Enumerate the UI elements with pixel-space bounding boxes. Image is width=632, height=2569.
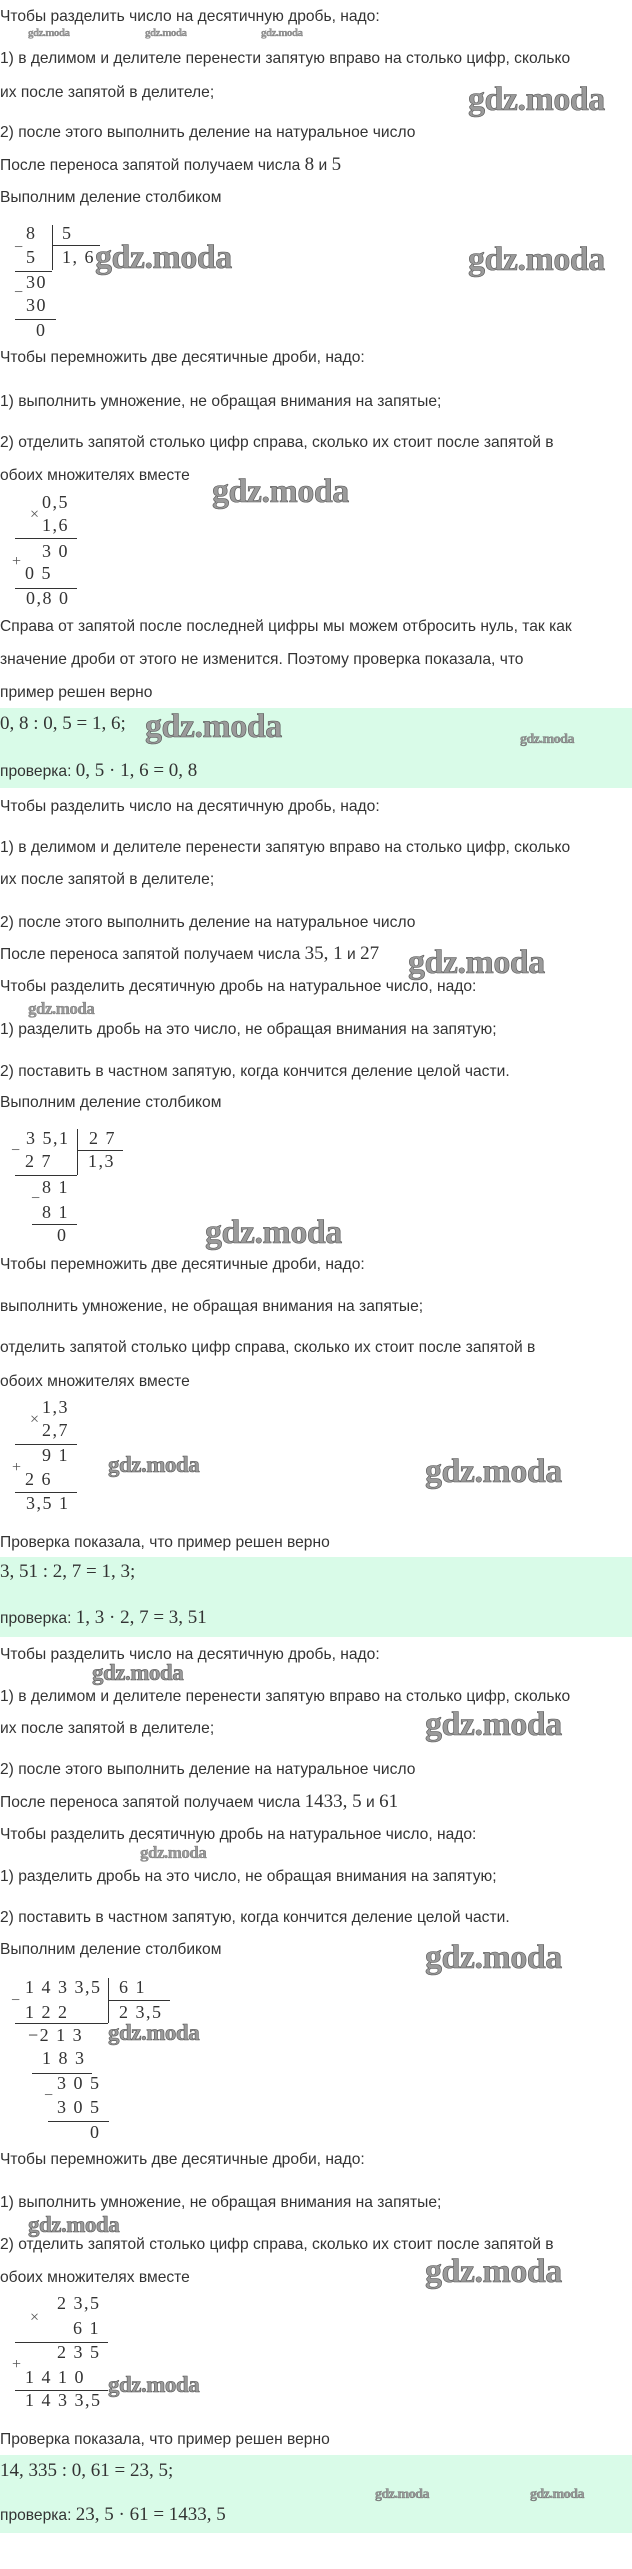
partial-product: 2 3 5 xyxy=(57,2342,101,2362)
watermark: gdz.moda xyxy=(28,27,70,39)
rule-step: 2) отделить запятой столько цифр справа, сколько их стоит после запятой в xyxy=(0,434,554,451)
minus-sign: − xyxy=(44,2087,54,2104)
watermark: gdz.moda xyxy=(530,2487,584,2502)
rule-step: их после запятой в делителе; xyxy=(0,1720,215,1737)
multiplication-line xyxy=(15,538,77,539)
equation: 23, 5 · 61 = 1433, 5 xyxy=(75,2504,226,2525)
number: 1433, 5 xyxy=(304,1791,362,1812)
partial-product: 0 5 xyxy=(25,563,52,583)
equation: 3, 51 : 2, 7 = 1, 3; xyxy=(0,1561,136,1582)
rule-title: Чтобы разделить число на десятичную дробь, надо: xyxy=(0,8,380,25)
minus-sign: − xyxy=(31,1190,41,1207)
times-sign: × xyxy=(30,2309,40,2326)
remainder: 3 0 5 xyxy=(57,2073,101,2093)
watermark: gdz.moda xyxy=(520,732,574,747)
rule-step: 2) поставить в частном запятую, когда кончится деление целой части. xyxy=(0,1063,510,1080)
number: 35, 1 xyxy=(304,943,343,964)
shift-result xyxy=(0,155,341,176)
rule-step: 1) в делимом и делителе перенести запятую вправо на столько цифр, сколько xyxy=(0,50,571,67)
answer xyxy=(0,714,126,735)
watermark: gdz.moda xyxy=(408,944,545,981)
shift-result xyxy=(0,1792,398,1813)
times-sign: × xyxy=(30,506,40,523)
check xyxy=(0,2505,226,2526)
minus-sign: − xyxy=(14,239,24,256)
note: значение дроби от этого не изменится. Поэтому проверка показала, что xyxy=(0,651,524,668)
watermark: gdz.moda xyxy=(468,81,605,118)
rule-step: 1) в делимом и делителе перенести запятую вправо на столько цифр, сколько xyxy=(0,1688,571,1705)
column-division-label: Выполним деление столбиком xyxy=(0,189,222,206)
subtrahend: 8 1 xyxy=(42,1202,69,1222)
label: проверка: xyxy=(0,1610,72,1627)
remainder: 0 xyxy=(90,2122,101,2142)
dividend: 8 xyxy=(26,223,37,243)
watermark: gdz.moda xyxy=(425,2253,562,2290)
label: и xyxy=(366,1794,375,1811)
answer xyxy=(0,1562,135,1583)
rule-step: отделить запятой столько цифр справа, сколько их стоит после запятой в xyxy=(0,1339,536,1356)
dividend: 1 4 3 3,5 xyxy=(25,1977,102,1997)
column-division-label: Выполним деление столбиком xyxy=(0,1094,222,1111)
check xyxy=(0,1608,207,1629)
times-sign: × xyxy=(30,1411,40,1428)
label: и xyxy=(347,946,356,963)
quotient: 1, 6 xyxy=(62,247,95,267)
division-line xyxy=(32,1224,77,1225)
rule-step: 1) разделить дробь на это число, не обращая внимания на запятую; xyxy=(0,1021,497,1038)
remainder: 0 xyxy=(36,320,47,340)
plus-sign: + xyxy=(12,2356,22,2373)
division-line xyxy=(15,2023,108,2024)
rule-step: 1) выполнить умножение, не обращая внимания на запятые; xyxy=(0,393,442,410)
watermark: gdz.moda xyxy=(108,1452,200,1477)
factor: 2,7 xyxy=(42,1420,69,1440)
rule-step: 1) в делимом и делителе перенести запятую вправо на столько цифр, сколько xyxy=(0,839,571,856)
number: 8 xyxy=(304,154,315,175)
divisor: 6 1 xyxy=(119,1977,146,1997)
partial-product: 2 6 xyxy=(25,1469,52,1489)
rule-step: 2) поставить в частном запятую, когда кончится деление целой части. xyxy=(0,1909,510,1926)
rule-title: Чтобы разделить десятичную дробь на натуральное число, надо: xyxy=(0,1826,477,1843)
remainder: 30 xyxy=(26,272,47,292)
division-bar xyxy=(52,225,53,270)
factor: 0,5 xyxy=(42,492,69,512)
rule-step: выполнить умножение, не обращая внимания на запятые; xyxy=(0,1298,424,1315)
rule-title: Чтобы разделить десятичную дробь на натуральное число, надо: xyxy=(0,978,477,995)
rule-title: Чтобы разделить число на десятичную дробь, надо: xyxy=(0,1646,380,1663)
label: проверка: xyxy=(0,2507,72,2524)
quotient: 1,3 xyxy=(88,1151,115,1171)
watermark: gdz.moda xyxy=(92,1660,184,1685)
note: Справа от запятой после последней цифры мы можем отбросить нуль, так как xyxy=(0,618,572,635)
watermark: gdz.moda xyxy=(425,1453,562,1490)
divisor: 5 xyxy=(62,223,73,243)
product: 3,5 1 xyxy=(26,1493,70,1513)
shift-result xyxy=(0,944,379,965)
product: 1 4 3 3,5 xyxy=(25,2390,102,2410)
division-line xyxy=(15,1175,77,1176)
watermark: gdz.moda xyxy=(28,999,95,1018)
division-line xyxy=(108,2000,170,2001)
watermark: gdz.moda xyxy=(425,1706,562,1743)
minus-sign: − xyxy=(14,284,24,301)
watermark: gdz.moda xyxy=(140,1843,207,1862)
subtrahend: 5 xyxy=(26,247,37,267)
column-division-label: Выполним деление столбиком xyxy=(0,1941,222,1958)
watermark: gdz.moda xyxy=(108,2020,200,2045)
watermark: gdz.moda xyxy=(205,1214,342,1251)
label: После переноса запятой получаем числа xyxy=(0,946,301,963)
remainder: −2 1 3 xyxy=(28,2025,84,2045)
rule-step: обоих множителях вместе xyxy=(0,2269,190,2286)
subtrahend: 1 2 2 xyxy=(25,2002,69,2022)
label: После переноса запятой получаем числа xyxy=(0,1794,301,1811)
plus-sign: + xyxy=(12,1459,22,1476)
quotient: 2 3,5 xyxy=(119,2002,163,2022)
factor: 2 3,5 xyxy=(57,2293,101,2313)
watermark: gdz.moda xyxy=(212,473,349,510)
factor: 1,6 xyxy=(42,515,69,535)
number: 5 xyxy=(331,154,342,175)
rule-title: Чтобы разделить число на десятичную дробь, надо: xyxy=(0,798,380,815)
watermark: gdz.moda xyxy=(468,241,605,278)
rule-step: обоих множителях вместе xyxy=(0,467,190,484)
rule-step: их после запятой в делителе; xyxy=(0,84,215,101)
plus-sign: + xyxy=(12,553,22,570)
answer xyxy=(0,2461,173,2482)
minus-sign: − xyxy=(11,1992,21,2009)
number: 27 xyxy=(360,943,380,964)
equation: 0, 5 · 1, 6 = 0, 8 xyxy=(75,760,198,781)
note: пример решен верно xyxy=(0,684,153,701)
equation: 0, 8 : 0, 5 = 1, 6; xyxy=(0,713,126,734)
watermark: gdz.moda xyxy=(145,708,282,745)
subtrahend: 1 8 3 xyxy=(42,2048,86,2068)
subtrahend: 3 0 5 xyxy=(57,2097,101,2117)
watermark: gdz.moda xyxy=(95,239,232,276)
remainder: 0 xyxy=(57,1225,68,1245)
watermark: gdz.moda xyxy=(375,2487,429,2502)
remainder: 8 1 xyxy=(42,1177,69,1197)
rule-step: 2) после этого выполнить деление на натуральное число xyxy=(0,914,416,931)
watermark: gdz.moda xyxy=(145,27,187,39)
watermark: gdz.moda xyxy=(425,1939,562,1976)
rule-step: их после запятой в делителе; xyxy=(0,871,215,888)
verified-text: Проверка показала, что пример решен верно xyxy=(0,1534,330,1551)
partial-product: 3 0 xyxy=(42,541,69,561)
subtrahend: 30 xyxy=(26,295,47,315)
rule-title: Чтобы перемножить две десятичные дроби, надо: xyxy=(0,2151,365,2168)
product: 0,8 0 xyxy=(26,588,70,608)
rule-title: Чтобы перемножить две десятичные дроби, надо: xyxy=(0,349,365,366)
check xyxy=(0,761,197,782)
watermark: gdz.moda xyxy=(28,2212,120,2237)
verified-text: Проверка показала, что пример решен верно xyxy=(0,2431,330,2448)
subtrahend: 2 7 xyxy=(25,1151,52,1171)
number: 61 xyxy=(379,1791,399,1812)
label: проверка: xyxy=(0,763,72,780)
rule-step: 2) отделить запятой столько цифр справа, сколько их стоит после запятой в xyxy=(0,2236,554,2253)
factor: 6 1 xyxy=(73,2318,100,2338)
rule-step: 1) разделить дробь на это число, не обращая внимания на запятую; xyxy=(0,1868,497,1885)
factor: 1,3 xyxy=(42,1397,69,1417)
minus-sign: − xyxy=(11,1142,21,1159)
rule-step: 2) после этого выполнить деление на натуральное число xyxy=(0,124,416,141)
rule-step: 1) выполнить умножение, не обращая внимания на запятые; xyxy=(0,2194,442,2211)
equation: 1, 3 · 2, 7 = 3, 51 xyxy=(75,1607,207,1628)
divisor: 2 7 xyxy=(89,1128,116,1148)
rule-step: 2) после этого выполнить деление на натуральное число xyxy=(0,1761,416,1778)
equation: 14, 335 : 0, 61 = 23, 5; xyxy=(0,2460,174,2481)
label: После переноса запятой получаем числа xyxy=(0,157,301,174)
partial-product: 1 4 1 0 xyxy=(25,2367,85,2387)
dividend: 3 5,1 xyxy=(26,1128,70,1148)
watermark: gdz.moda xyxy=(108,2372,200,2397)
label: и xyxy=(318,157,328,174)
watermark: gdz.moda xyxy=(261,27,303,39)
rule-title: Чтобы перемножить две десятичные дроби, надо: xyxy=(0,1256,365,1273)
partial-product: 9 1 xyxy=(42,1445,69,1465)
division-line xyxy=(52,245,100,246)
division-bar xyxy=(77,1129,78,1175)
rule-step: обоих множителях вместе xyxy=(0,1373,190,1390)
